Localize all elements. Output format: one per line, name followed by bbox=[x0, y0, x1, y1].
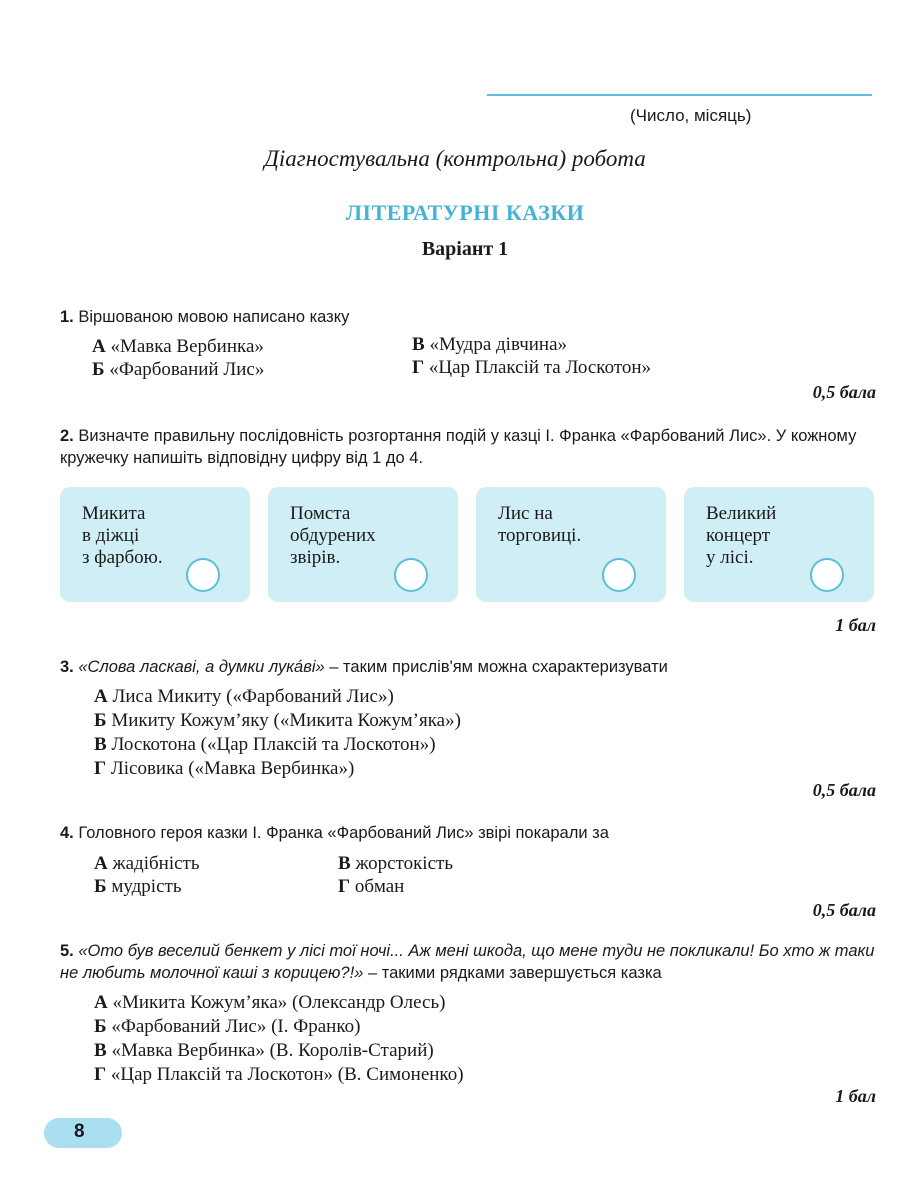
answer-circle[interactable] bbox=[394, 558, 428, 592]
event-card-4 bbox=[684, 487, 874, 602]
question-quote: «Слова ласкаві, а думки лука́ві» bbox=[78, 658, 325, 676]
question-text: – такими рядками завершується казка bbox=[363, 964, 662, 982]
score-label: 0,5 бала bbox=[812, 780, 876, 800]
option-v[interactable]: В «Мудра дівчина» bbox=[412, 334, 568, 355]
question-text: Головного героя казки І. Франка «Фарбований Лис» звірі покарали за bbox=[78, 824, 609, 842]
event-text: Помста обдурених звірів. bbox=[290, 503, 376, 568]
date-label: (Число, місяць) bbox=[630, 106, 752, 125]
option-b[interactable]: Б мудрість bbox=[94, 876, 182, 897]
option-g[interactable]: Г Лісовика («Мавка Вербинка») bbox=[94, 758, 355, 779]
option-a[interactable]: А жадібність bbox=[94, 853, 200, 874]
score-label: 0,5 бала bbox=[812, 382, 876, 402]
question-number: 4. bbox=[60, 824, 74, 842]
question-number: 1. bbox=[60, 308, 74, 326]
event-card-3 bbox=[476, 487, 666, 602]
question-text: Віршованою мовою написано казку bbox=[78, 308, 350, 326]
event-text: Микита в діжці з фарбою. bbox=[82, 503, 163, 568]
option-b[interactable]: Б «Фарбований Лис» (І. Франко) bbox=[94, 1016, 361, 1037]
question-text: Визначте правильну послідовність розгортання подій у казці І. Франка «Фарбований Лис». У кожному кружечку напишіть відповідну цифру від 1 до 4. bbox=[60, 427, 857, 467]
event-card-2 bbox=[268, 487, 458, 602]
event-text: Великий концерт у лісі. bbox=[706, 503, 777, 568]
page-number: 8 bbox=[74, 1121, 85, 1142]
answer-circle[interactable] bbox=[602, 558, 636, 592]
option-g[interactable]: Г «Цар Плаксій та Лоскотон» bbox=[412, 357, 652, 378]
score-label: 1 бал bbox=[835, 1086, 876, 1106]
event-text: Лис на торговиці. bbox=[498, 503, 582, 546]
answer-circle[interactable] bbox=[186, 558, 220, 592]
date-answer-line[interactable] bbox=[487, 94, 872, 96]
option-g[interactable]: Г «Цар Плаксій та Лоскотон» (В. Симоненко) bbox=[94, 1064, 464, 1085]
page-number-badge bbox=[44, 1118, 122, 1148]
question-number: 3. bbox=[60, 658, 74, 676]
event-card-1 bbox=[60, 487, 250, 602]
question-5 bbox=[60, 940, 882, 984]
option-a[interactable]: А «Мавка Вербинка» bbox=[92, 336, 264, 357]
question-text: – таким прислів'ям можна схарактеризувати bbox=[324, 658, 668, 676]
variant-title: Варіант 1 bbox=[421, 238, 509, 260]
option-a[interactable]: А «Микита Кожум’яка» (Олександр Олесь) bbox=[94, 992, 446, 1013]
question-1 bbox=[60, 306, 880, 328]
topic-title: ЛІТЕРАТУРНІ КАЗКИ bbox=[345, 200, 585, 225]
question-3 bbox=[60, 656, 880, 678]
question-quote: «Ото був веселий бенкет у лісі тої ночі... Аж мені шкода, що мене туди не покликали! Бо хто ж таки не любить молочної каші з корицею?!» bbox=[60, 942, 875, 982]
work-title: Діагностувальна (контрольна) робота bbox=[264, 146, 646, 171]
option-v[interactable]: В жорстокість bbox=[338, 853, 453, 874]
score-label: 1 бал bbox=[835, 615, 876, 635]
option-v[interactable]: В «Мавка Вербинка» (В. Королів-Старий) bbox=[94, 1040, 434, 1061]
answer-circle[interactable] bbox=[810, 558, 844, 592]
option-v[interactable]: В Лоскотона («Цар Плаксій та Лоскотон») bbox=[94, 734, 436, 755]
question-number: 2. bbox=[60, 427, 74, 445]
option-b[interactable]: Б Микиту Кожум’яку («Микита Кожум’яка») bbox=[94, 710, 461, 731]
option-b[interactable]: Б «Фарбований Лис» bbox=[92, 359, 265, 380]
question-number: 5. bbox=[60, 942, 74, 960]
option-a[interactable]: А Лиса Микиту («Фарбований Лис») bbox=[94, 686, 394, 707]
score-label: 0,5 бала bbox=[812, 900, 876, 920]
option-g[interactable]: Г обман bbox=[338, 876, 405, 897]
question-2 bbox=[60, 425, 880, 469]
question-4 bbox=[60, 822, 880, 844]
